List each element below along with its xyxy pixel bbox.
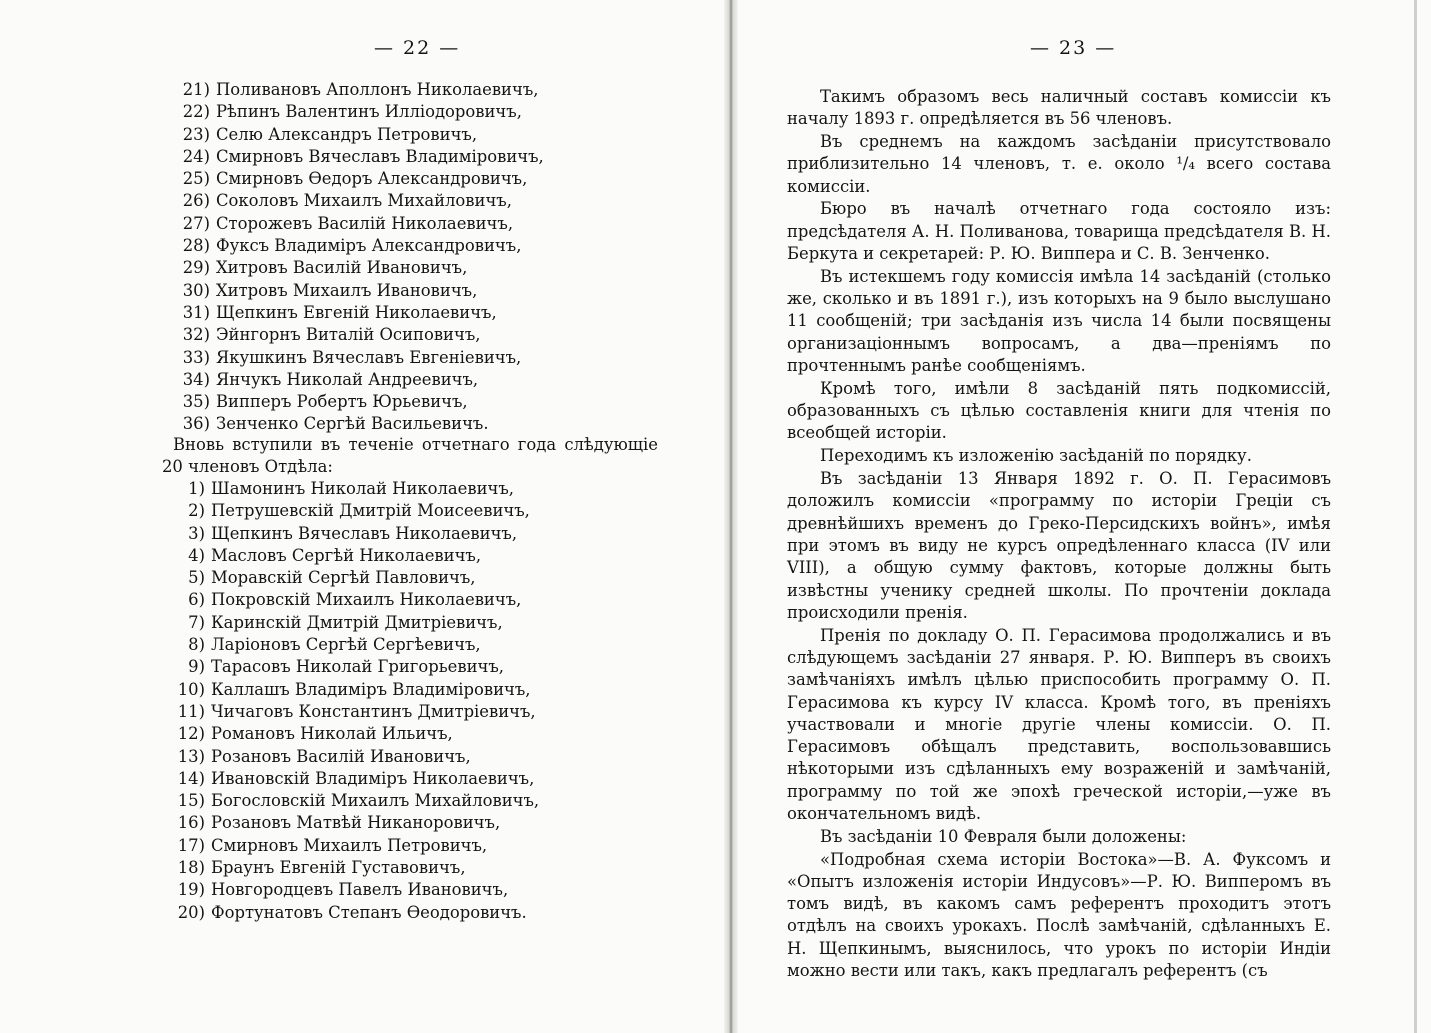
member-name: Эйнгорнъ Виталій Осиповичъ, [216, 325, 481, 345]
item-number: 21) [182, 80, 210, 99]
list-item [188, 634, 539, 656]
paragraph: Кромѣ того, имѣли 8 засѣданій пять подкомиссій, образованныхъ съ цѣлью составленія книги для чтенія по всеобщей исторіи. [787, 378, 1331, 443]
member-name: Розановъ Василій Ивановичъ, [211, 746, 471, 766]
list-item [188, 567, 539, 589]
page-edge [1414, 0, 1417, 1033]
list-item [188, 545, 539, 567]
item-number: 2) [188, 501, 205, 521]
list-item [182, 391, 544, 413]
list-item [188, 500, 539, 522]
list-item [188, 656, 539, 678]
list-item [177, 879, 539, 901]
item-number: 10) [177, 679, 205, 699]
item-number: 12) [177, 724, 205, 744]
member-name: Щепкинъ Вячеславъ Николаевичъ, [211, 523, 518, 543]
item-number: 34) [182, 369, 210, 389]
list-item [188, 523, 539, 545]
member-name: Браунъ Евгеній Густавовичъ, [211, 858, 466, 878]
list-item [182, 146, 544, 168]
list-item [177, 679, 539, 701]
member-name: Поливановъ Аполлонъ Николаевичъ, [216, 80, 539, 99]
item-number: 1) [188, 479, 205, 498]
item-number: 26) [182, 191, 210, 211]
member-name: Масловъ Сергѣй Николаевичъ, [211, 545, 482, 565]
list-item [177, 701, 539, 723]
member-name: Ларіоновъ Сергѣй Сергѣевичъ, [211, 635, 481, 655]
member-name: Щепкинъ Евгеній Николаевичъ, [216, 302, 497, 322]
list-item [182, 190, 544, 212]
list-item [182, 324, 544, 346]
member-name: Ивановскій Владиміръ Николаевичъ, [211, 768, 535, 788]
item-number: 35) [182, 392, 210, 412]
item-number: 20) [177, 902, 205, 922]
report-text [787, 86, 1331, 983]
item-number: 28) [182, 236, 210, 256]
member-name: Сторожевъ Василій Николаевичъ, [216, 213, 514, 233]
new-members-list [177, 478, 540, 924]
item-number: 31) [182, 302, 210, 322]
item-number: 29) [182, 258, 210, 278]
book-gutter [724, 0, 738, 1033]
member-name: Новгородцевъ Павелъ Ивановичъ, [211, 880, 509, 900]
paragraph: Пренія по докладу О. П. Герасимова продолжались и въ слѣдующемъ засѣданіи 27 января. Р. Ю. Випперъ въ своихъ замѣчаніяхъ имѣлъ цѣлью приспособить программу О. П. Герасимова къ курсу IV класса. Кромѣ того, въ преніяхъ участвовали и многіе другіе члены комиссіи. О. П. Герасимовъ обѣщалъ представить, воспользовавшись нѣкоторыми изъ сдѣланныхъ ему возраженій и замѣчаній, программу по той же эпохѣ греческой исторіи,—уже въ окончательномъ видѣ. [787, 625, 1331, 823]
paragraph: Въ истекшемъ году комиссія имѣла 14 засѣданій (столько же, сколько и въ 1891 г.), изъ которыхъ на 9 было выслушано 11 сообщеній; три засѣданія изъ числа 14 были посвящены организаціоннымъ вопросамъ, а два—преніямъ по прочтеннымъ ранѣе сообщеніямъ. [787, 266, 1331, 376]
list-item [188, 478, 539, 500]
page-number-left: — 22 — [374, 37, 461, 59]
member-name: Соколовъ Михаилъ Михайловичъ, [216, 191, 512, 211]
member-name: Смирновъ Михаилъ Петровичъ, [211, 835, 488, 855]
list-item [182, 101, 544, 123]
item-number: 13) [177, 746, 205, 766]
item-number: 32) [182, 325, 210, 345]
paragraph: Переходимъ къ изложенію засѣданій по порядку. [820, 446, 1252, 466]
member-name: Фуксъ Владиміръ Александровичъ, [216, 236, 522, 256]
member-name: Чичаговъ Константинъ Дмитріевичъ, [211, 701, 536, 721]
item-number: 36) [182, 414, 210, 434]
item-number: 11) [177, 701, 205, 721]
member-name: Каллашъ Владиміръ Владиміровичъ, [211, 679, 531, 699]
member-name: Смирновъ Вячеславъ Владиміровичъ, [216, 146, 544, 166]
list-item [182, 235, 544, 257]
item-number: 14) [177, 768, 205, 788]
list-item [182, 168, 544, 190]
list-item [177, 723, 539, 745]
list-item [182, 413, 544, 435]
list-item [182, 280, 544, 302]
item-number: 17) [177, 835, 205, 855]
members-list-continued [182, 79, 544, 436]
list-item [182, 213, 544, 235]
item-number: 24) [182, 146, 210, 166]
list-item [177, 746, 539, 768]
member-name: Петрушевскій Дмитрій Моисеевичъ, [211, 501, 530, 521]
list-item [182, 79, 544, 101]
item-number: 9) [188, 657, 205, 677]
list-item [188, 612, 539, 634]
paragraph: Въ среднемъ на каждомъ засѣданіи присутствовало приблизительно 14 членовъ, т. е. около ¹/₄ всего состава комиссіи. [787, 132, 1331, 196]
member-name: Богословскій Михаилъ Михайловичъ, [211, 791, 540, 811]
member-name: Випперъ Робертъ Юрьевичъ, [216, 392, 468, 412]
member-name: Смирновъ Ѳедоръ Александровичъ, [216, 169, 528, 189]
member-name: Якушкинъ Вячеславъ Евгеніевичъ, [216, 347, 522, 367]
member-name: Селю Александръ Петровичъ, [216, 124, 478, 144]
paragraph: Въ засѣданіи 10 Февраля были доложены: [820, 826, 1187, 846]
member-name: Фортунатовъ Степанъ Ѳеодоровичъ. [211, 902, 527, 922]
member-name: Каринскій Дмитрій Дмитріевичъ, [211, 612, 503, 632]
paragraph: Такимъ образомъ весь наличный составъ комиссіи къ началу 1893 г. опредѣляется въ 56 членовъ. [787, 87, 1331, 129]
member-name: Покровскій Михаилъ Николаевичъ, [211, 590, 522, 610]
list-item [182, 302, 544, 324]
item-number: 15) [177, 791, 205, 811]
member-name: Янчукъ Николай Андреевичъ, [216, 369, 479, 389]
item-number: 18) [177, 858, 205, 878]
member-name: Хитровъ Василій Ивановичъ, [216, 258, 468, 278]
item-number: 22) [182, 102, 210, 122]
list-item [182, 369, 544, 391]
list-item [188, 589, 539, 611]
paragraph: Въ засѣданіи 13 Января 1892 г. О. П. Герасимовъ доложилъ комиссіи «программу по исторіи Греціи съ древнѣйшихъ временъ до Греко-Персидскихъ войнъ», имѣя при этомъ въ виду не курсъ опредѣленнаго класса (IV или VIII), а общую сумму фактовъ, которые должны быть извѣстны ученику средней школы. По прочтеніи доклада происходили пренія. [787, 469, 1331, 622]
paragraph: «Подробная схема исторіи Востока»—В. А. Фуксомъ и «Опытъ изложенія исторіи Индусовъ»—Р. Ю. Випперомъ въ томъ видѣ, въ какомъ самъ референтъ проходитъ этотъ отдѣлъ на своихъ урокахъ. Послѣ замѣчаній, сдѣланныхъ Е. Н. Щепкинымъ, выяснилось, что урокъ по исторіи Индіи можно вести или такъ, какъ предлагалъ референтъ (съ [787, 849, 1331, 981]
member-name: Романовъ Николай Ильичъ, [211, 724, 453, 744]
item-number: 25) [182, 169, 210, 189]
item-number: 4) [188, 545, 205, 565]
page-number-right: — 23 — [1030, 37, 1117, 59]
item-number: 3) [188, 523, 205, 543]
member-name: Зенченко Сергѣй Васильевичъ. [216, 414, 489, 434]
member-name: Шамонинъ Николай Николаевичъ, [211, 479, 514, 498]
list-item [177, 902, 539, 924]
list-item [177, 835, 539, 857]
item-number: 6) [188, 590, 205, 610]
new-members-intro: Вновь вступили въ теченіе отчетнаго года слѣдующіе 20 членовъ Отдѣла: [162, 435, 658, 477]
list-item [177, 790, 540, 812]
member-name: Рѣпинъ Валентинъ Илліодоровичъ, [216, 102, 522, 122]
list-item [182, 347, 544, 369]
member-name: Моравскій Сергѣй Павловичъ, [211, 568, 476, 588]
list-item [182, 257, 544, 279]
item-number: 5) [188, 568, 205, 588]
member-name: Розановъ Матвѣй Никаноровичъ, [211, 813, 501, 833]
item-number: 7) [188, 612, 205, 632]
item-number: 16) [177, 813, 205, 833]
item-number: 8) [188, 635, 205, 655]
item-number: 30) [182, 280, 210, 300]
member-name: Хитровъ Михаилъ Ивановичъ, [216, 280, 478, 300]
paragraph: Бюро въ началѣ отчетнаго года состояло изъ: предсѣдателя А. Н. Поливанова, товарища предсѣдателя В. Н. Беркута и секретарей: Р. Ю. Виппера и С. В. Зенченко. [787, 199, 1331, 264]
item-number: 23) [182, 124, 210, 144]
list-item [177, 768, 539, 790]
list-item [182, 124, 544, 146]
member-name: Тарасовъ Николай Григорьевичъ, [211, 657, 504, 677]
list-item [177, 857, 539, 879]
item-number: 33) [182, 347, 210, 367]
item-number: 27) [182, 213, 210, 233]
item-number: 19) [177, 880, 205, 900]
list-item [177, 812, 539, 834]
